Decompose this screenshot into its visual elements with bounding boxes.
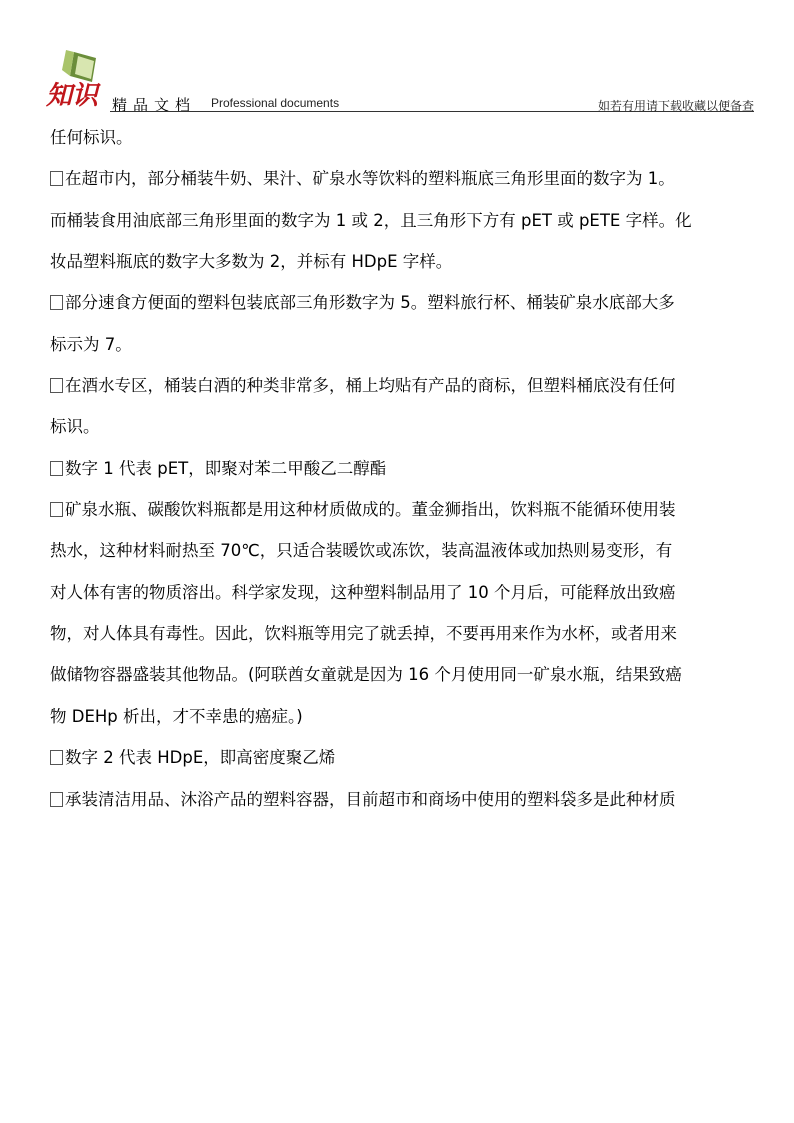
line-text: 任何标识。 — [50, 128, 133, 147]
text-line — [50, 660, 762, 701]
line-text: 对人体有害的物质溶出。科学家发现，这种塑料制品用了 10 个月后，可能释放出致癌 — [50, 582, 676, 602]
line-text: 物，对人体具有毒性。因此，饮料瓶等用完了就丢掉，不要再用来作为水杯，或者用来 — [50, 624, 677, 644]
text-line — [50, 371, 762, 412]
document-body — [50, 123, 762, 826]
line-text: 数字 1 代表 pET，即聚对苯二甲酸乙二醇酯 — [65, 458, 387, 478]
line-text: 做储物容器盛装其他物品。(阿联酋女童就是因为 16 个月使用同一矿泉水瓶，结果致癌 — [50, 665, 682, 685]
bullet-box-icon — [50, 792, 63, 807]
line-text: 而桶装食用油底部三角形里面的数字为 1 或 2，且三角形下方有 pET 或 pETE 字样。化 — [50, 210, 692, 230]
line-text: 妆品塑料瓶底的数字大多数为 2，并标有 HDpE 字样。 — [50, 252, 453, 272]
logo-text: 知识 — [46, 81, 99, 108]
line-text: 矿泉水瓶、碳酸饮料瓶都是用这种材质做成的。董金狮指出，饮料瓶不能循环使用装 — [65, 500, 676, 520]
bullet-box-icon — [50, 502, 63, 517]
text-line — [50, 702, 762, 743]
text-line — [50, 206, 762, 247]
text-line — [50, 536, 762, 577]
line-text: 承装清洁用品、沐浴产品的塑料容器，目前超市和商场中使用的塑料袋多是此种材质 — [65, 789, 676, 809]
line-text: 数字 2 代表 HDpE，即高密度聚乙烯 — [65, 748, 336, 768]
line-text: 标识。 — [50, 417, 100, 437]
line-text: 部分速食方便面的塑料包装底部三角形数字为 5。塑料旅行杯、桶装矿泉水底部大多 — [65, 293, 675, 313]
page-header — [44, 48, 754, 112]
book-logo-icon — [44, 48, 110, 108]
text-line — [50, 412, 762, 453]
header-divider — [110, 111, 754, 112]
text-line — [50, 247, 762, 288]
text-line — [50, 123, 762, 164]
text-line — [50, 330, 762, 371]
text-line — [50, 743, 762, 784]
bullet-box-icon — [50, 750, 63, 765]
text-line — [50, 578, 762, 619]
line-text: 物 DEHp 析出，才不幸患的癌症。) — [50, 706, 303, 726]
text-line — [50, 495, 762, 536]
line-text: 标示为 7。 — [50, 334, 132, 354]
bullet-box-icon — [50, 461, 63, 476]
text-line — [50, 288, 762, 329]
bullet-box-icon — [50, 171, 63, 186]
text-line — [50, 619, 762, 660]
bullet-box-icon — [50, 378, 63, 393]
text-line — [50, 454, 762, 495]
text-line — [50, 164, 762, 205]
line-text: 在超市内，部分桶装牛奶、果汁、矿泉水等饮料的塑料瓶底三角形里面的数字为 1。 — [65, 169, 675, 189]
brand-subtitle: Professional documents — [211, 96, 340, 110]
line-text: 在酒水专区，桶装白酒的种类非常多，桶上均贴有产品的商标，但塑料桶底没有任何 — [65, 376, 676, 396]
brand-title: 精品文档 — [112, 96, 197, 114]
text-line — [50, 785, 762, 826]
header-note: 如若有用请下载收藏以便备查 — [597, 99, 754, 113]
line-text: 热水，这种材料耐热至 70℃，只适合装暖饮或冻饮，装高温液体或加热则易变形，有 — [50, 541, 673, 561]
bullet-box-icon — [50, 295, 63, 310]
